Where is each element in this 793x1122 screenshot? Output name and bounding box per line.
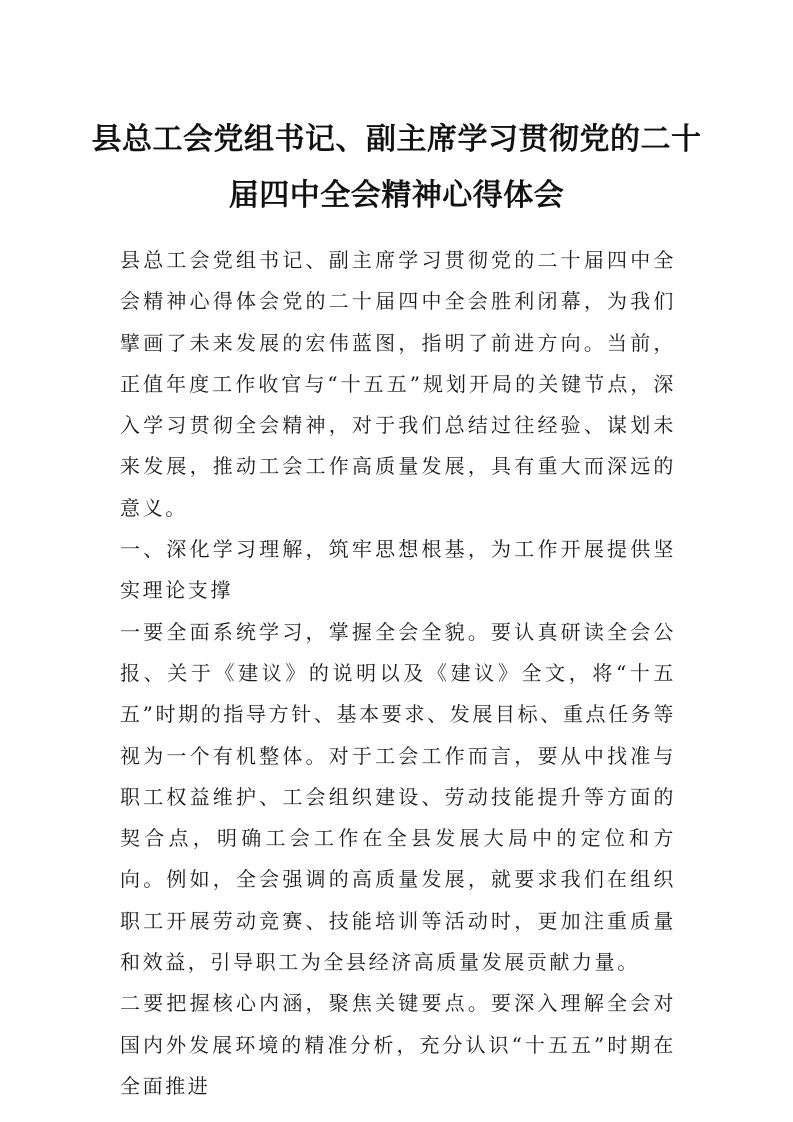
paragraph-intro: 县总工会党组书记、副主席学习贯彻党的二十届四中全会精神心得体会党的二十届四中全会胜利闭幕，为我们擘画了未来发展的宏伟蓝图，指明了前进方向。当前，正值年度工作收官与“十五五”规划开局的关键节点，深入学习贯彻全会精神，对于我们总结过往经验、谋划未来发展，推动工会工作高质量发展，具有重大而深远的意义。 bbox=[120, 248, 676, 520]
document-body bbox=[120, 240, 676, 1107]
paragraph-point-2: 二要把握核心内涵，聚焦关键要点。要深入理解全会对国内外发展环境的精准分析，充分认识“十五五”时期在全面推进 bbox=[120, 991, 676, 1098]
document-title: 县总工会党组书记、副主席学习贯彻党的二十届四中全会精神心得体会 bbox=[91, 122, 702, 213]
paragraph-point-1: 一要全面系统学习，掌握全会全貌。要认真研读全会公报、关于《建议》的说明以及《建议》全文，将“十五五”时期的指导方针、基本要求、发展目标、重点任务等视为一个有机整体。对于工会工作而言，要从中找准与职工权益维护、工会组织建设、劳动技能提升等方面的契合点，明确工会工作在全县发展大局中的定位和方向。例如，全会强调的高质量发展，就要求我们在组织职工开展劳动竞赛、技能培训等活动时，更加注重质量和效益，引导职工为全县经济高质量发展贡献力量。 bbox=[120, 619, 676, 975]
section-heading-1: 一、深化学习理解，筑牢思想根基，为工作开展提供坚实理论支撑 bbox=[120, 537, 676, 603]
